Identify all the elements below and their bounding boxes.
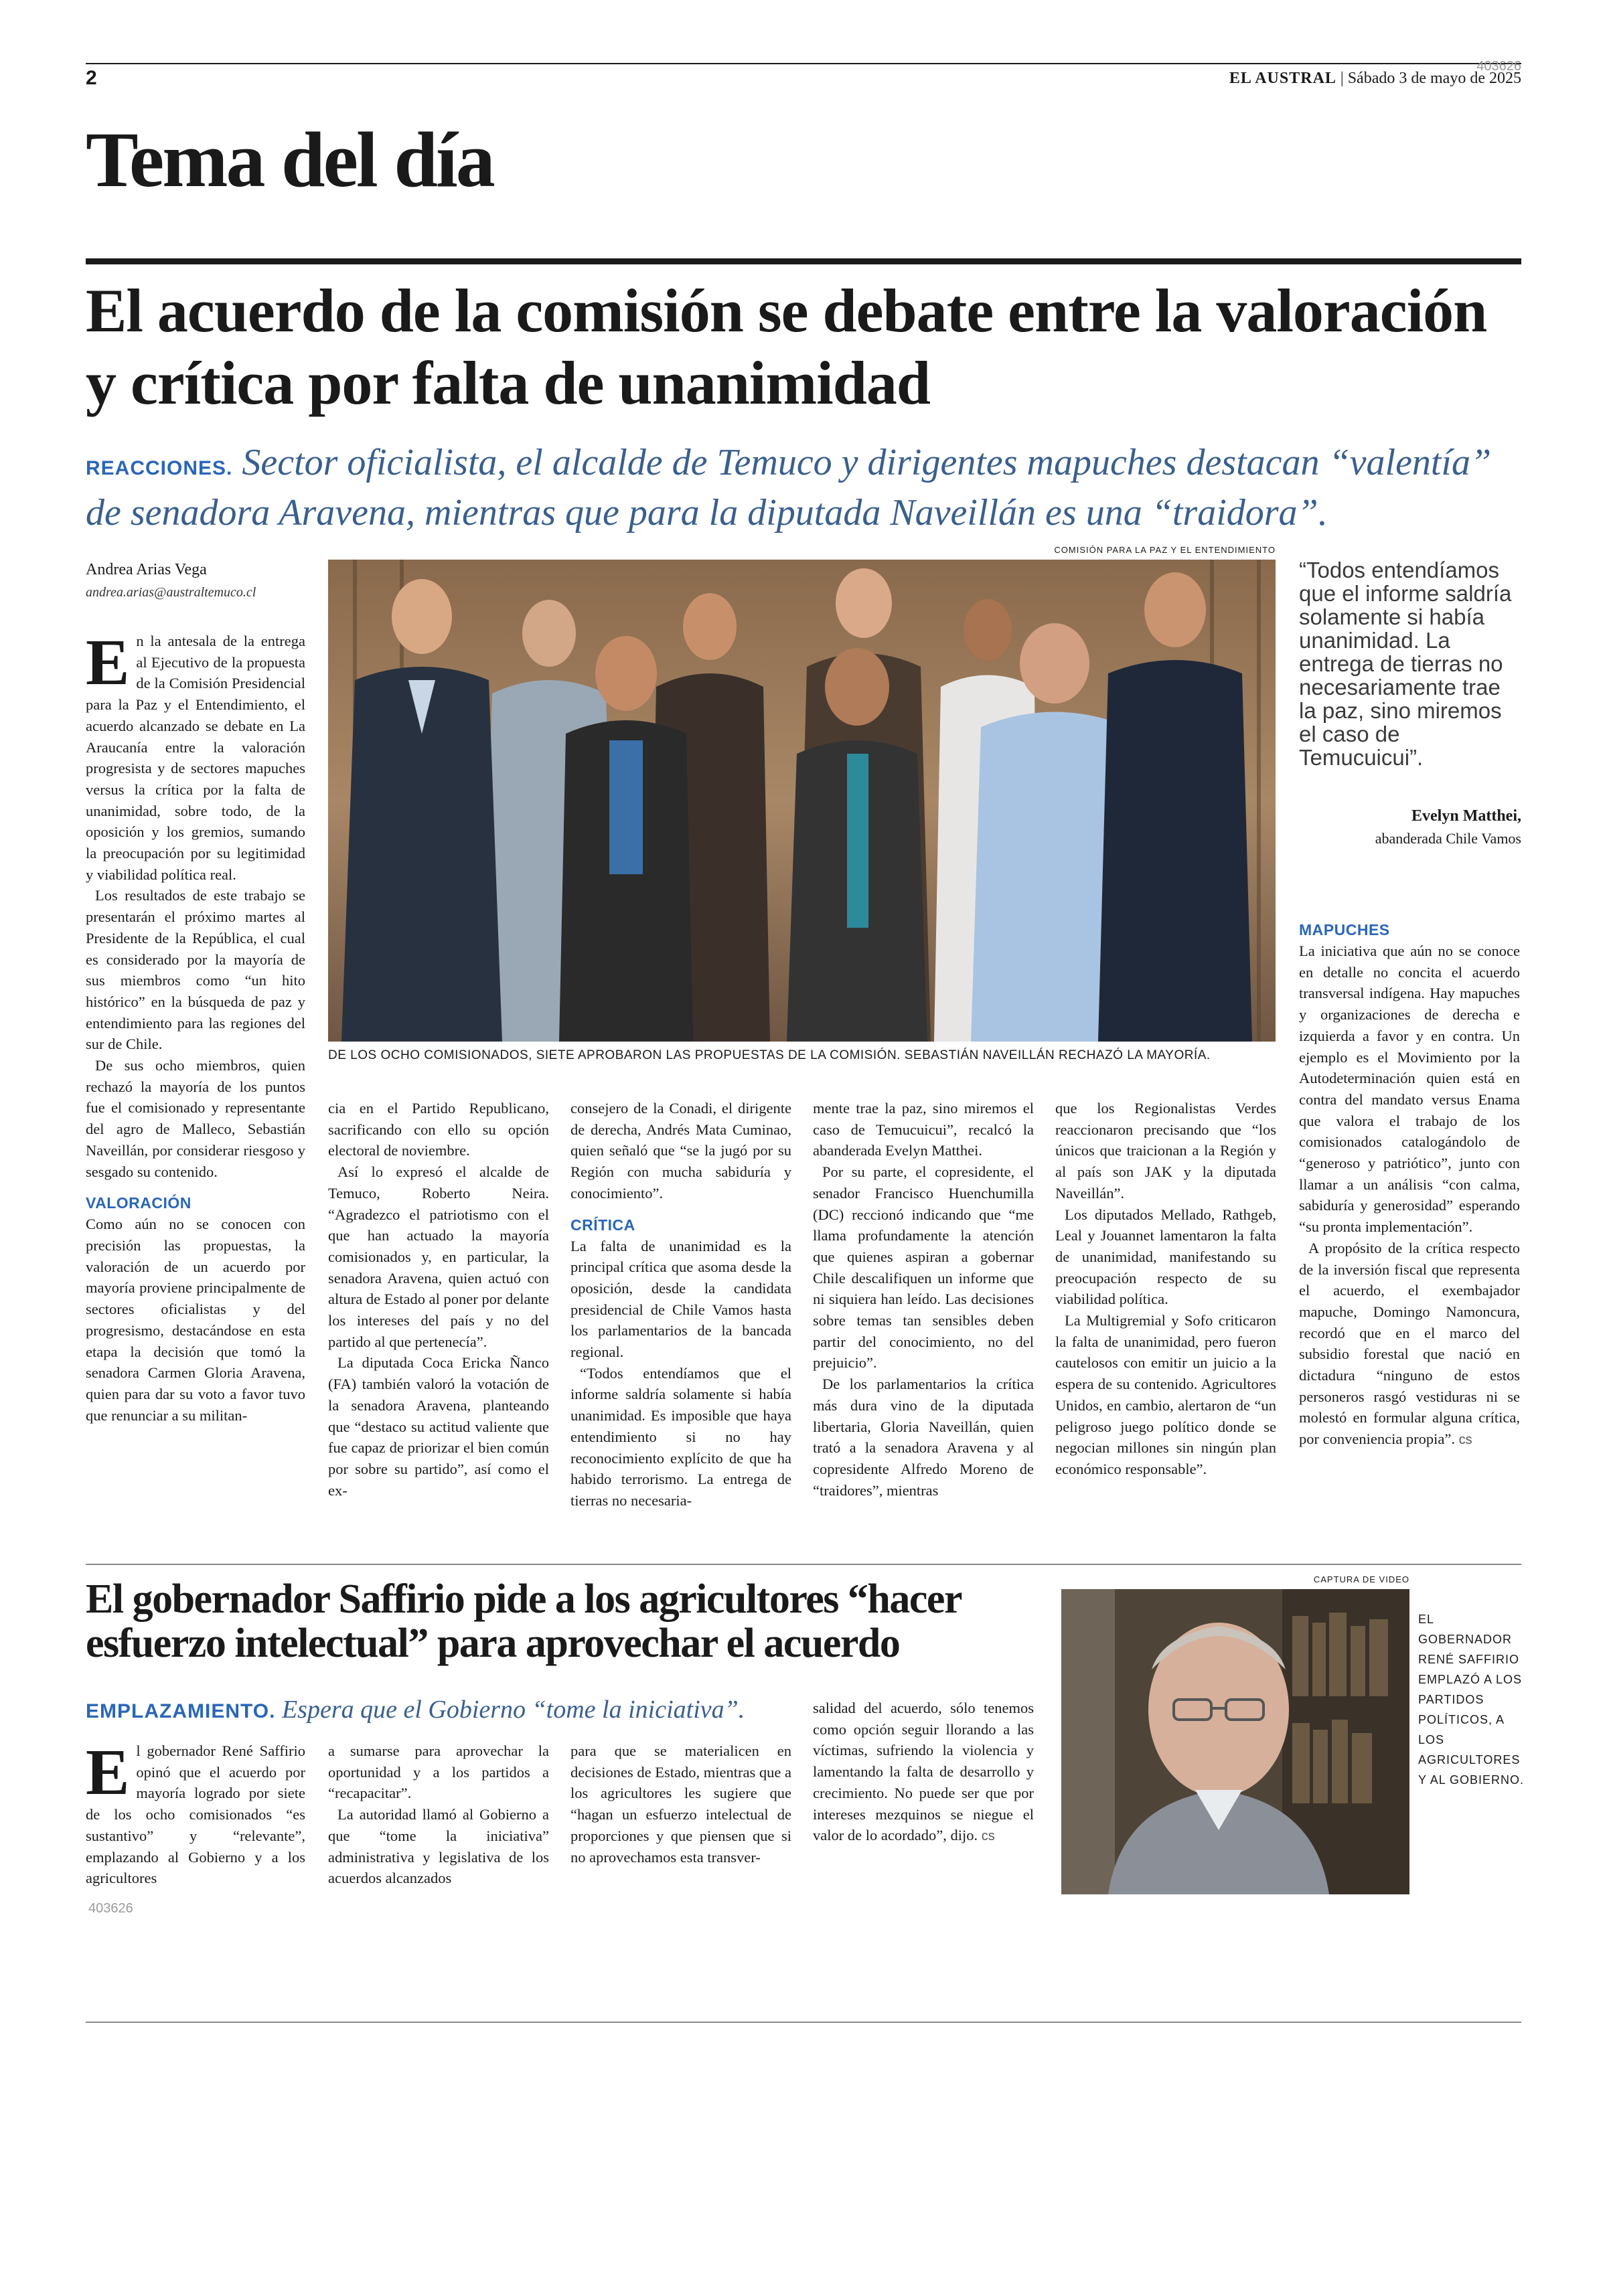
paragraph: Los diputados Mellado, Rathgeb, Leal y Jouannet lamentaron la falta de unanimidad, manifestando su preocupación respecto de su viabilidad política. (1055, 1206, 1276, 1308)
paragraph: De los parlamentarios la crítica más dura vino de la diputada libertaria, Gloria Naveillán, quien trató a la senadora Aravena y al copresidente Alfredo Moreno de “traidores”, mientras (813, 1376, 1034, 1499)
second-headline: El gobernador Saffirio pide a los agricultores “hacer esfuerzo intelectual” para aprovechar el acuerdo (86, 1576, 961, 1666)
paragraph: Los resultados de este trabajo se presentarán el próximo martes al Presidente de la República, el cual es considerado por la mayoría de sus miembros como “un hito histórico” en la búsqueda de paz y entendimiento para las regiones del sur de Chile. (86, 887, 305, 1053)
subhead-valoracion: VALORACIÓN (86, 1194, 192, 1212)
pull-quote-role: abanderada Chile Vamos (1375, 830, 1521, 847)
commission-photo (328, 560, 1276, 1042)
paragraph: “Todos entendíamos que el informe saldría solamente si había unanimidad. Es imposible que haya entendimiento si no hay reconocimiento explícito de que ha habido terrorismo. La entrega de tierras no necesaria- (570, 1364, 791, 1509)
byline-email[interactable]: andrea.arias@australtemuco.cl (86, 585, 256, 600)
second-column-3 (570, 1740, 791, 1868)
article-column-5 (1055, 1098, 1276, 1480)
pull-quote: “Todos entendíamos que el informe saldría solamente si había unanimidad. La entrega de tierras no necesariamente trae la paz, sino miremos el caso de Temucuicui”. (1299, 558, 1512, 770)
main-deck-text: Sector oficialista, el alcalde de Temuco y dirigentes mapuches destacan “valentía” de senadora Aravena, mientras que para la diputada Naveillán es una “traidora”. (86, 442, 1492, 534)
paragraph: La iniciativa que aún no se conoce en detalle no concita el acuerdo transversal indígena. Hay mapuches y organizaciones de derecha e izquierda a favor y en contra. Un ejemplo es el Movimiento por la Autodeterminación quien está en contra del mandato versus Enama que valora el trabajo de los comisionados catalogándolo de “generoso y patriótico”, junto con llamar a un análisis “con calma, sabiduría y generosidad” esperando “su pronta implementación”. (1299, 942, 1520, 1236)
stamp-top: 403626 (1476, 59, 1521, 74)
story-separator (86, 1564, 1521, 1565)
paragraph: Como aún no se conocen con precisión las propuestas, la valoración de un acuerdo por mayoría proviene principalmente de sectores oficialistas y del progresismo, destacándose en esta etapa la decisión que tomó la senadora Carmen Gloria Aravena, quien para dar su voto a favor tuvo que renunciar a su militan- (86, 1216, 305, 1424)
paragraph: Por su parte, el copresidente, el senador Francisco Huenchumilla (DC) reccionó indicando que “me llama profundamente la atención que quienes aspiran a gobernar Chile descalifiquen un informe que ni siquiera han leído. Las decisiones sobre temas tan sensibles deben partir del conocimiento, no del prejuicio”. (813, 1163, 1034, 1372)
page-number: 2 (86, 67, 97, 89)
paragraph: Así lo expresó el alcalde de Temuco, Roberto Neira. “Agradezco el patriotismo con el que han actuado la mayoría comisionados y, en particular, la senadora Aravena, quien actuó con altura de Estado al poner por delante los intereses del país y no del partido al que pertenecía”. (328, 1163, 549, 1350)
article-column-3 (570, 1098, 791, 1511)
paragraph: n la antesala de la entrega al Ejecutivo de la propuesta de la Comisión Presidencial para la Paz y el Entendimiento, el acuerdo alcanzado se debate en La Araucanía entre la valoración progresista y de sectores mapuches versus la crítica por la falta de unanimidad, sobre todo, de la oposición y los gremios, sumando la preocupación por su legitimidad y viabilidad política real. (86, 633, 305, 883)
second-photo-caption: EL GOBERNADOR RENÉ SAFFIRIO EMPLAZÓ A LOS PARTIDOS POLÍTICOS, A LOS AGRICULTORES Y AL GOBIERNO. (1418, 1613, 1525, 1787)
second-photo-credit: CAPTURA DE VIDEO (1313, 1574, 1409, 1584)
main-deck (86, 440, 1521, 535)
article-column-1 (86, 627, 305, 1426)
main-kicker: REACCIONES. (86, 457, 233, 479)
paragraph: cia en el Partido Republicano, sacrificando con ello su opción electoral de noviembre. (328, 1100, 549, 1159)
drop-cap: E (86, 1736, 130, 1809)
section-rule (86, 258, 1521, 264)
governor-photo (1061, 1589, 1409, 1894)
article-column-6 (1299, 921, 1520, 1450)
governor-portrait-illustration (1061, 1589, 1409, 1894)
paragraph: La Multigremial y Sofo criticaron la falta de unanimidad, pero fueron cautelosos con emitir un juicio a la espera de su contenido. Agricultores Unidos, en cambio, alertaron de “un peligroso juego político donde se negocian millones sin ningún plan económico responsable”. (1055, 1312, 1276, 1477)
paragraph: l gobernador René Saffirio opinó que el acuerdo por mayoría logrado por siete de los ocho comisionados “es sustantivo” y “relevante”, emplazando al Gobierno y a los agricultores (86, 1742, 305, 1887)
photo-credit: COMISIÓN PARA LA PAZ Y EL ENTENDIMIENTO (1054, 545, 1276, 555)
photo-caption: DE LOS OCHO COMISIONADOS, SIETE APROBARON LAS PROPUESTAS DE LA COMISIÓN. SEBASTIÁN NAVEILLÁN RECHAZÓ LA MAYORÍA. (328, 1048, 1211, 1062)
second-column-1 (86, 1736, 305, 1889)
article-column-4 (813, 1098, 1034, 1501)
end-mark-icon: cs (981, 1829, 995, 1844)
paragraph: para que se materialicen en decisiones de Estado, mientras que a los agricultores les sugiere que “hagan un esfuerzo intelectual de proporciones y que piensen que si no aprovechamos esta transver- (570, 1742, 791, 1866)
paragraph: que los Regionalistas Verdes reaccionaron precisando que “los únicos que traicionan a la Región y al país son JAK y la diputada Naveillán”. (1055, 1100, 1276, 1202)
second-kicker: EMPLAZAMIENTO. (86, 1700, 276, 1722)
paragraph (1299, 1238, 1520, 1450)
paragraph-text: salidad del acuerdo, sólo tenemos como opción seguir llorando a las víctimas, sufriendo la violencia y lamentando la falta de desarrollo y crecimiento. No puede ser que por intereses mezquinos se niegue el valor de lo acordado”, dijo. (813, 1700, 1034, 1844)
paragraph (813, 1698, 1034, 1846)
commission-group-illustration (328, 560, 1276, 1042)
publication-date: | Sábado 3 de mayo de 2025 (1340, 70, 1521, 87)
stamp-bottom: 403626 (88, 1901, 133, 1916)
bottom-rule (86, 2022, 1521, 2023)
byline: Andrea Arias Vega (86, 561, 207, 578)
subhead-critica: CRÍTICA (570, 1216, 635, 1234)
paragraph: consejero de la Conadi, el dirigente de derecha, Andrés Mata Cuminao, quien señaló que “se la jugó por su Región con mucha sabiduría y conocimiento”. (570, 1100, 791, 1202)
paragraph: La falta de unanimidad es la principal crítica que asoma desde la oposición, desde la candidata presidencial de Chile Vamos hasta los parlamentarios de la bancada regional. (570, 1237, 791, 1361)
second-deck (86, 1695, 745, 1724)
drop-cap: E (86, 627, 130, 699)
main-headline: El acuerdo de la comisión se debate entre la valoración y crítica por falta de unanimidad (86, 276, 1487, 417)
section-title: Tema del día (86, 116, 493, 203)
paragraph-text: A propósito de la crítica respecto de la inversión fiscal que representa el acuerdo, el exembajador mapuche, Domingo Namoncura, recordó que en el marco del subsidio forestal que nació en dictadura “ninguno de estos personeros rasgó vestiduras ni se molestó en formular alguna crítica, por conveniencia propia”. (1299, 1239, 1520, 1448)
pull-quote-author: Evelyn Matthei, (1411, 807, 1521, 825)
folio (1229, 70, 1521, 88)
publication-name: EL AUSTRAL (1229, 70, 1336, 87)
header-rule (86, 63, 1521, 64)
paragraph: a sumarse para aprovechar la oportunidad y a los partidos a “recapacitar”. (328, 1742, 549, 1802)
second-column-2 (328, 1740, 549, 1889)
second-column-4 (813, 1698, 1034, 1846)
subhead-mapuches: MAPUCHES (1299, 921, 1390, 938)
paragraph: mente trae la paz, sino miremos el caso de Temucuicui”, recalcó la abanderada Evelyn Matthei. (813, 1100, 1034, 1159)
end-mark-icon: cs (1458, 1432, 1472, 1448)
paragraph: De sus ocho miembros, quien rechazó la mayoría de los puntos fue el comisionado y representante del agro de Malleco, Sebastián Naveillán, por considerar riesgoso y sesgado su contenido. (86, 1057, 305, 1180)
article-column-2 (328, 1098, 549, 1501)
paragraph: La diputada Coca Ericka Ñanco (FA) también valoró la votación de la senadora Aravena, planteando que “destaco su actitud valiente que fue capaz de priorizar el bien común por sobre su partido”, así como el ex- (328, 1354, 549, 1499)
paragraph: La autoridad llamó al Gobierno a que “tome la iniciativa” administrativa y legislativa de los acuerdos alcanzados (328, 1806, 549, 1887)
second-deck-text: Espera que el Gobierno “tome la iniciativa”. (281, 1696, 745, 1724)
